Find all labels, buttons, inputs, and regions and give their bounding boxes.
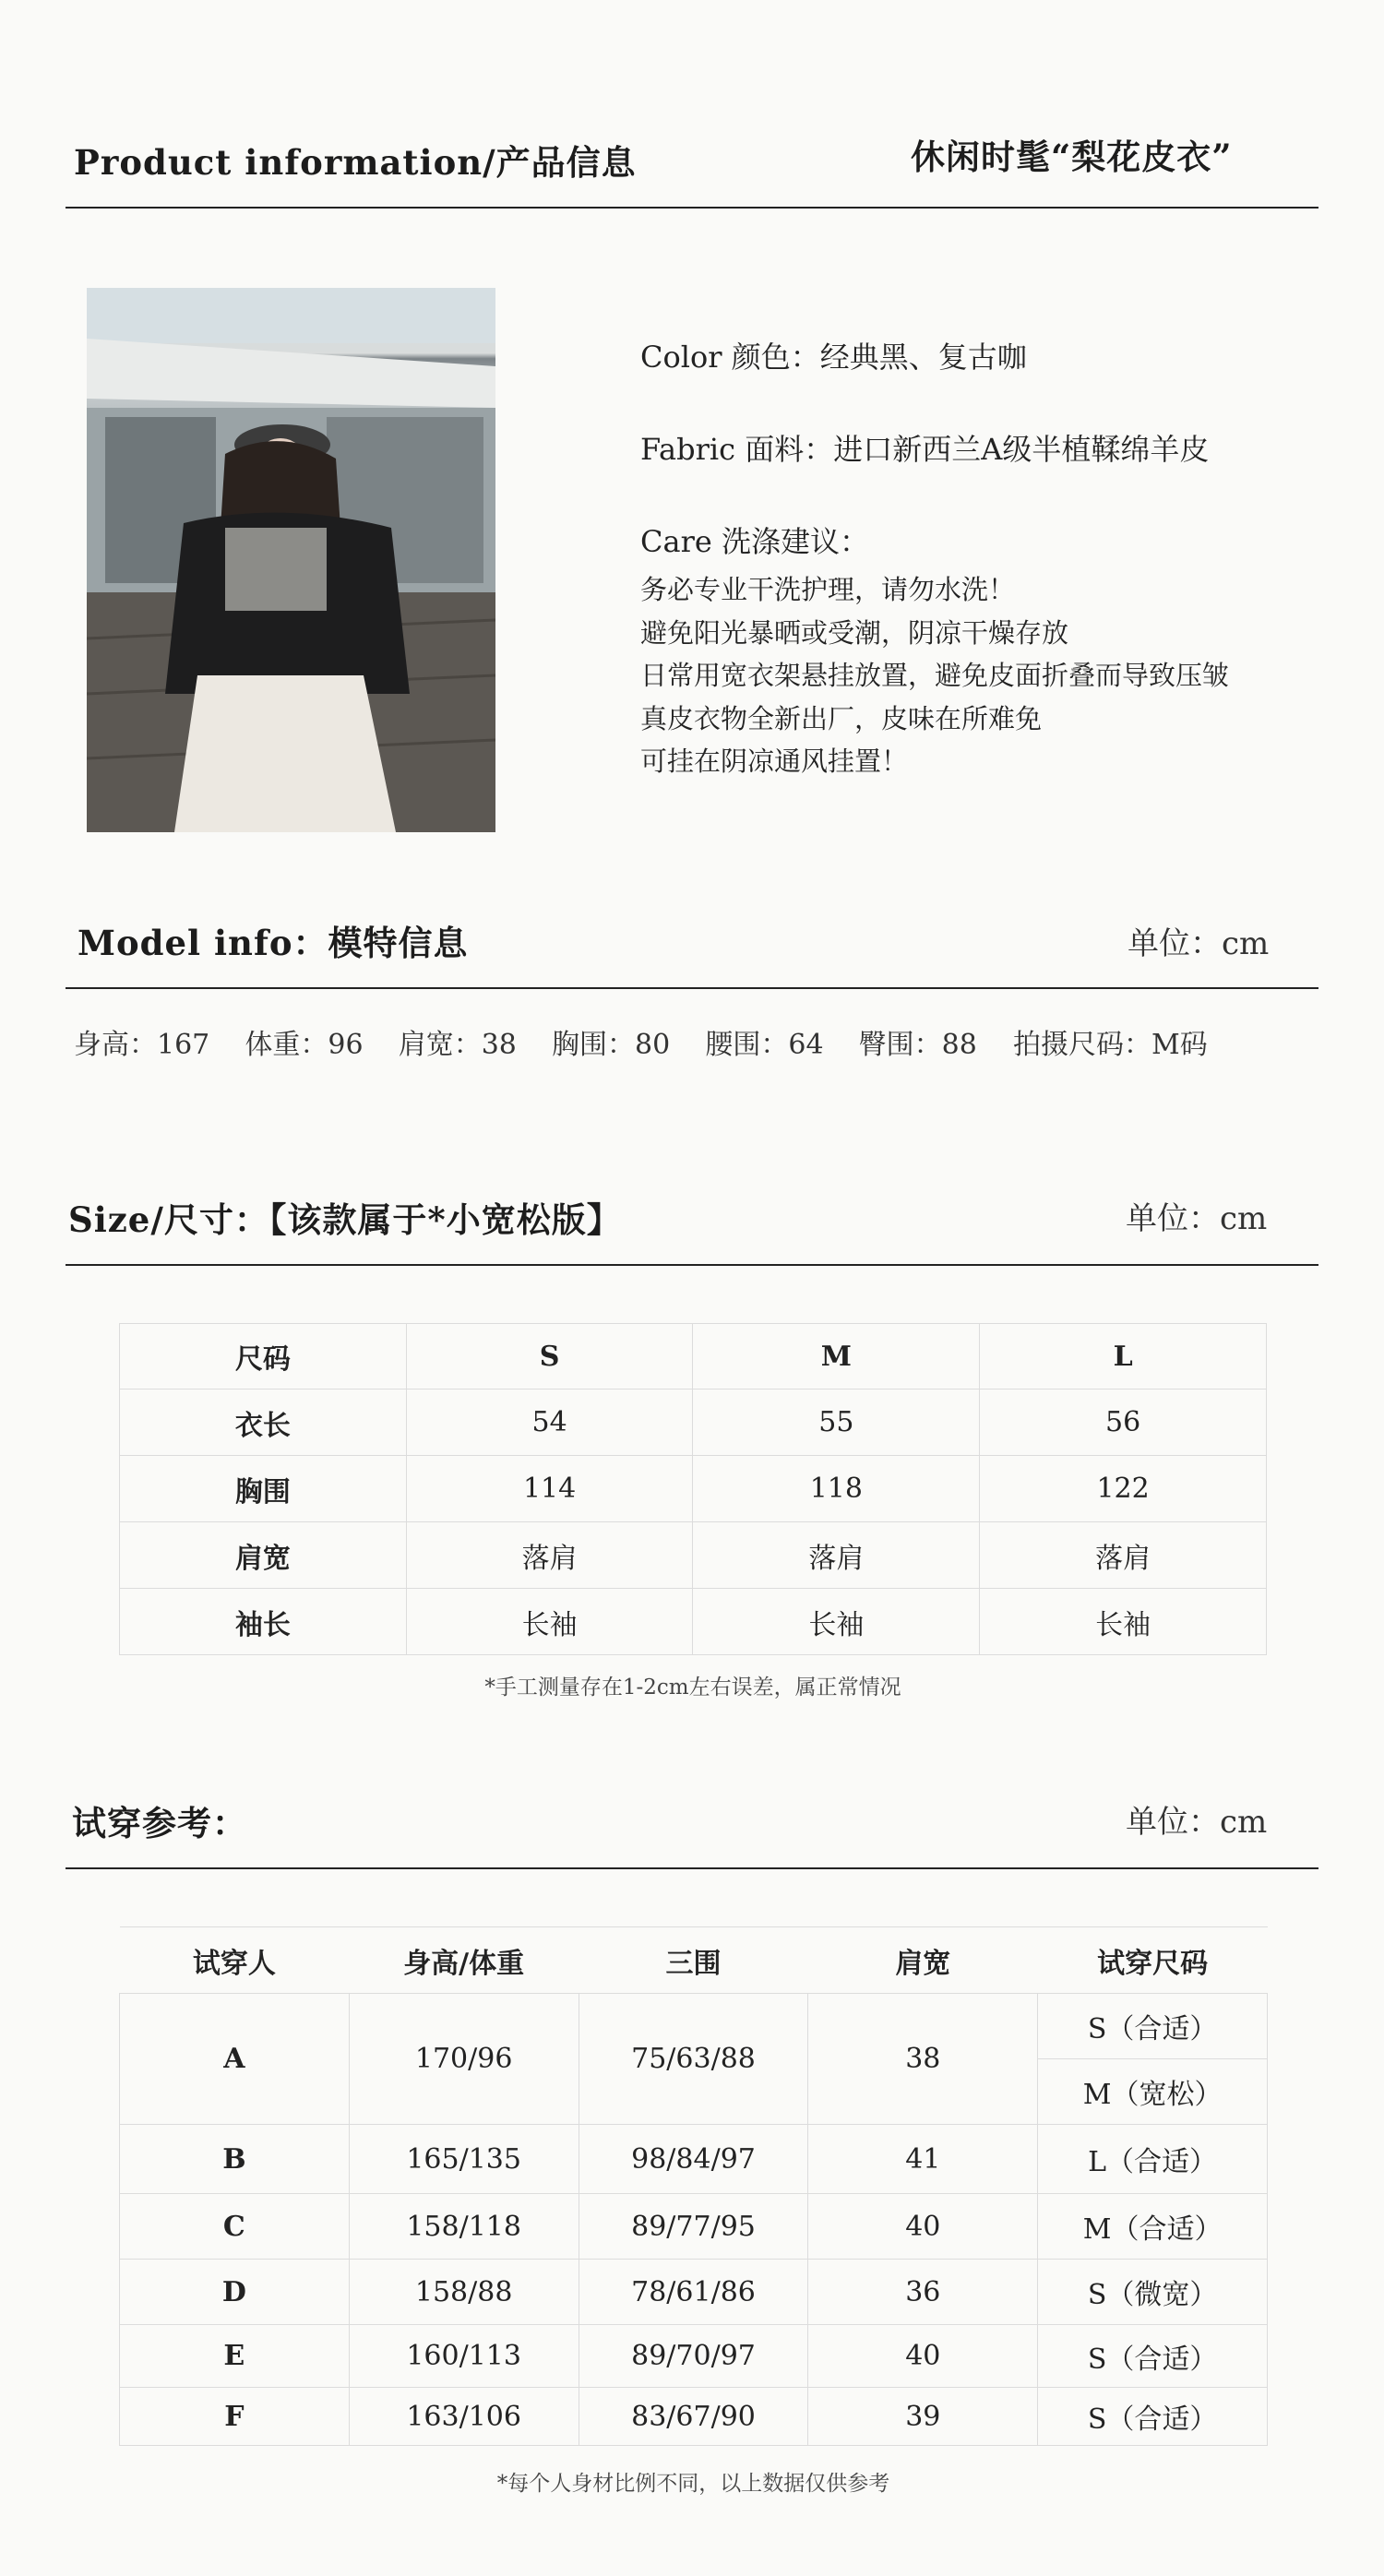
size-unit: 单位：cm xyxy=(1126,1200,1268,1237)
table-cell: 160/113 xyxy=(349,2325,579,2388)
shoot-size: 拍摄尺码：M码 xyxy=(1013,1029,1208,1061)
tryon-note: *每个人身材比例不同，以上数据仅供参考 xyxy=(496,2472,890,2496)
table-cell: L（合适） xyxy=(1038,2125,1268,2194)
table-cell: 78/61/86 xyxy=(579,2260,808,2325)
tester-name: C xyxy=(120,2194,350,2260)
table-cell: 89/77/95 xyxy=(579,2194,808,2260)
tester-name: D xyxy=(120,2260,350,2325)
table-cell: 122 xyxy=(980,1456,1267,1522)
table-cell: 83/67/90 xyxy=(579,2388,808,2446)
table-header-cell: S xyxy=(406,1324,693,1389)
table-row xyxy=(120,1994,1268,2059)
model-stats: 身高：167 体重：96 肩宽：38 胸围：80 腰围：64 臀围：88 xyxy=(74,1029,977,1061)
table-cell: S（合适） xyxy=(1038,1994,1268,2059)
table-row xyxy=(120,2194,1268,2260)
table-cell: S（微宽） xyxy=(1038,2260,1268,2325)
care-item: 可挂在阴凉通风挂置！ xyxy=(640,745,909,777)
table-cell: 114 xyxy=(406,1456,693,1522)
care-item: 真皮衣物全新出厂，皮味在所难免 xyxy=(640,702,1043,734)
table-cell: 40 xyxy=(808,2194,1038,2260)
table-cell: 39 xyxy=(808,2388,1038,2446)
table-row xyxy=(120,1589,1267,1655)
model-wearing-jacket-image xyxy=(87,288,495,832)
tester-name: B xyxy=(120,2125,350,2194)
table-cell: 118 xyxy=(693,1456,980,1522)
table-cell: S（合适） xyxy=(1038,2388,1268,2446)
fabric-info: Fabric 面料：进口新西兰A级半植鞣绵羊皮 xyxy=(640,432,1210,467)
divider xyxy=(66,1867,1318,1869)
table-header-cell: 身高/体重 xyxy=(349,1927,579,1994)
care-list xyxy=(640,568,1229,783)
table-cell: M（宽松） xyxy=(1038,2059,1268,2125)
tester-name: A xyxy=(120,1994,350,2125)
tryon-table xyxy=(119,1926,1268,2446)
table-row xyxy=(120,2125,1268,2194)
table-cell: 170/96 xyxy=(349,1994,579,2125)
table-header-cell: M xyxy=(693,1324,980,1389)
tryon-unit: 单位：cm xyxy=(1126,1804,1268,1841)
care-item: 务必专业干洗护理，请勿水洗！ xyxy=(640,574,1016,605)
table-row xyxy=(120,2388,1268,2446)
table-cell: 40 xyxy=(808,2325,1038,2388)
table-cell: 158/88 xyxy=(349,2260,579,2325)
tester-name: F xyxy=(120,2388,350,2446)
table-cell: M（合适） xyxy=(1038,2194,1268,2260)
size-note: *手工测量存在1-2cm左右误差，属正常情况 xyxy=(484,1676,901,1699)
tester-name: E xyxy=(120,2325,350,2388)
table-header-cell: L xyxy=(980,1324,1267,1389)
table-header-cell: 肩宽 xyxy=(808,1927,1038,1994)
table-cell: 75/63/88 xyxy=(579,1994,808,2125)
table-header-row xyxy=(120,1927,1268,1994)
tryon-title: 试穿参考： xyxy=(72,1803,247,1843)
divider xyxy=(66,1264,1318,1266)
table-cell: S（合适） xyxy=(1038,2325,1268,2388)
table-cell: 落肩 xyxy=(406,1522,693,1589)
table-cell: 54 xyxy=(406,1389,693,1456)
table-cell: 落肩 xyxy=(693,1522,980,1589)
color-info: Color 颜色：经典黑、复古咖 xyxy=(640,340,1027,375)
product-photo xyxy=(87,288,495,832)
care-item: 避免阳光暴晒或受潮，阴凉干燥存放 xyxy=(640,616,1069,649)
size-title: Size/尺寸：【该款属于*小宽松版】 xyxy=(68,1199,622,1240)
table-cell: 长袖 xyxy=(693,1589,980,1655)
table-row xyxy=(120,1389,1267,1456)
row-label: 衣长 xyxy=(120,1389,407,1456)
table-row xyxy=(120,1456,1267,1522)
table-cell: 56 xyxy=(980,1389,1267,1456)
model-info-title: Model info：模特信息 xyxy=(78,923,469,963)
table-cell: 55 xyxy=(693,1389,980,1456)
divider xyxy=(66,987,1318,989)
product-info-title: Product information/产品信息 xyxy=(74,142,637,183)
row-label: 袖长 xyxy=(120,1589,407,1655)
table-cell: 36 xyxy=(808,2260,1038,2325)
table-row xyxy=(120,2325,1268,2388)
table-cell: 89/70/97 xyxy=(579,2325,808,2388)
table-cell: 41 xyxy=(808,2125,1038,2194)
care-title: Care 洗涤建议： xyxy=(640,524,869,559)
row-label: 肩宽 xyxy=(120,1522,407,1589)
table-row xyxy=(120,1522,1267,1589)
table-cell: 长袖 xyxy=(406,1589,693,1655)
table-header-cell: 试穿尺码 xyxy=(1038,1927,1268,1994)
model-unit: 单位：cm xyxy=(1127,925,1270,962)
table-header-cell: 尺码 xyxy=(120,1324,407,1389)
table-header-cell: 三围 xyxy=(579,1927,808,1994)
table-cell: 落肩 xyxy=(980,1522,1267,1589)
table-header-row xyxy=(120,1324,1267,1389)
table-cell: 165/135 xyxy=(349,2125,579,2194)
row-label: 胸围 xyxy=(120,1456,407,1522)
table-cell: 98/84/97 xyxy=(579,2125,808,2194)
table-cell: 158/118 xyxy=(349,2194,579,2260)
table-row xyxy=(120,2260,1268,2325)
divider xyxy=(66,207,1318,209)
product-subtitle: 休闲时髦“梨花皮衣” xyxy=(911,137,1233,177)
table-cell: 38 xyxy=(808,1994,1038,2125)
table-cell: 长袖 xyxy=(980,1589,1267,1655)
table-header-cell: 试穿人 xyxy=(120,1927,350,1994)
table-cell: 163/106 xyxy=(349,2388,579,2446)
care-item: 日常用宽衣架悬挂放置，避免皮面折叠而导致压皱 xyxy=(640,660,1230,691)
size-table xyxy=(119,1323,1267,1655)
